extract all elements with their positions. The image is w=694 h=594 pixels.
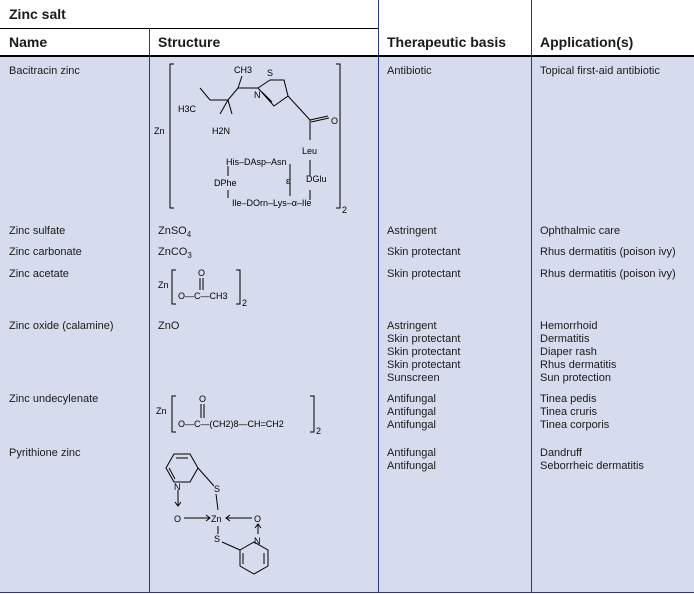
row-applications-zinc-carbonate [540,246,676,259]
row-therapeutic-zinc-oxide [387,320,460,385]
row-name-zinc-carbonate: Zinc carbonate [9,246,82,258]
leu-label: Leu [302,146,318,156]
acetate-chain: O—C—CH3 [178,291,228,301]
row-name-zinc-oxide: Zinc oxide (calamine) [9,320,114,332]
dphe-label: DPhe [214,178,237,188]
therapeutic-item: Antifungal [387,393,436,405]
row-therapeutic-zinc-acetate [387,268,460,281]
therapeutic-item: Astringent [387,225,437,237]
application-item: Tinea cruris [540,406,598,418]
application-item: Diaper rash [540,346,597,358]
undecylenate-chain: O—C—(CH2)8—CH=CH2 [178,419,284,429]
formula-text: ZnCO [158,246,188,258]
therapeutic-item: Skin protectant [387,346,461,358]
row-name-zinc-sulfate: Zinc sulfate [9,225,66,237]
therapeutic-item: Antifungal [387,460,436,472]
row-applications-bacitracin-zinc [540,65,660,78]
application-item: Hemorrhoid [540,320,598,332]
s-label: S [267,68,274,78]
row-structure-zinc-sulfate [158,225,191,241]
therapeutic-item: Antifungal [387,419,436,431]
row-name-bacitracin-zinc: Bacitracin zinc [9,65,80,77]
subscript-2: 2 [242,298,248,308]
therapeutic-item: Antifungal [387,406,436,418]
column-divider [378,0,379,593]
application-item: Topical first-aid antibiotic [540,65,660,77]
o-top-label: O [198,268,206,278]
o-label: O [174,514,182,524]
row-applications-zinc-oxide [540,320,616,385]
application-item: Dermatitis [540,333,590,345]
application-item: Rhus dermatitis [540,359,617,371]
table-title: Zinc salt [9,6,66,22]
therapeutic-item: Skin protectant [387,268,461,280]
header-top-rule [0,28,378,29]
row-applications-zinc-sulfate [540,225,620,238]
o-label: O [331,116,339,126]
header-name: Name [9,34,48,50]
zinc-undecylenate-structure [150,390,378,440]
column-divider [531,0,532,593]
row-name-pyrithione-zinc: Pyrithione zinc [9,447,81,459]
epsilon-label: ε [286,176,291,186]
therapeutic-item: Skin protectant [387,246,461,258]
subscript-2: 2 [316,426,322,436]
application-item: Dandruff [540,447,582,459]
row-name-zinc-undecylenate: Zinc undecylenate [9,393,99,405]
row-therapeutic-bacitracin-zinc [387,65,432,78]
formula-text: ZnO [158,320,180,332]
application-item: Seborrheic dermatitis [540,460,644,472]
zn-label: Zn [154,126,165,136]
table-bottom-rule [0,592,694,593]
row-applications-zinc-acetate [540,268,676,281]
row-structure-zinc-oxide [158,320,179,333]
pyrithione-zinc-structure [150,446,378,586]
zn-label: Zn [158,280,169,290]
h2n-label: H2N [212,126,231,136]
row-therapeutic-pyrithione-zinc [387,447,436,473]
row-applications-pyrithione-zinc [540,447,644,473]
row-therapeutic-zinc-undecylenate [387,393,436,432]
row-applications-zinc-undecylenate [540,393,609,432]
h3c-label: H3C [178,104,197,114]
o-label: O [254,514,262,524]
zn-label: Zn [211,514,222,524]
row-name-zinc-acetate: Zinc acetate [9,268,69,280]
subscript-2: 2 [342,205,348,215]
row-structure-zinc-carbonate [158,246,192,262]
therapeutic-item: Skin protectant [387,359,461,371]
application-item: Tinea corporis [540,419,610,431]
formula-subscript: 4 [186,230,192,240]
header-structure: Structure [158,34,221,50]
s-label: S [214,534,221,544]
peptide-bottom-label: Ile–DOrn–Lys–α–Ile [232,198,312,208]
application-item: Rhus dermatitis (poison ivy) [540,246,676,258]
header-therapeutic-basis: Therapeutic basis [387,34,507,50]
bacitracin-zinc-structure [150,58,378,218]
dglu-label: DGlu [306,174,327,184]
therapeutic-item: Astringent [387,320,437,332]
ch3-label: CH3 [234,65,253,75]
therapeutic-item: Skin protectant [387,333,461,345]
application-item: Ophthalmic care [540,225,621,237]
row-therapeutic-zinc-sulfate [387,225,437,238]
therapeutic-item: Antibiotic [387,65,432,77]
header-applications: Application(s) [540,34,634,50]
title-row [0,0,694,28]
therapeutic-item: Sunscreen [387,372,440,384]
formula-subscript: 3 [187,251,192,261]
therapeutic-item: Antifungal [387,447,436,459]
peptide-top-label: His–DAsp–Asn [226,157,287,167]
n-label: N [254,90,261,100]
s-label: S [214,484,221,494]
n-label: N [174,482,181,492]
row-therapeutic-zinc-carbonate [387,246,460,259]
n-label: N [254,536,261,546]
formula-text: ZnSO [158,225,187,237]
application-item: Rhus dermatitis (poison ivy) [540,268,676,280]
zn-label: Zn [156,406,167,416]
application-item: Sun protection [540,372,611,384]
zinc-acetate-structure [150,264,378,312]
application-item: Tinea pedis [540,393,597,405]
o-top-label: O [199,394,207,404]
